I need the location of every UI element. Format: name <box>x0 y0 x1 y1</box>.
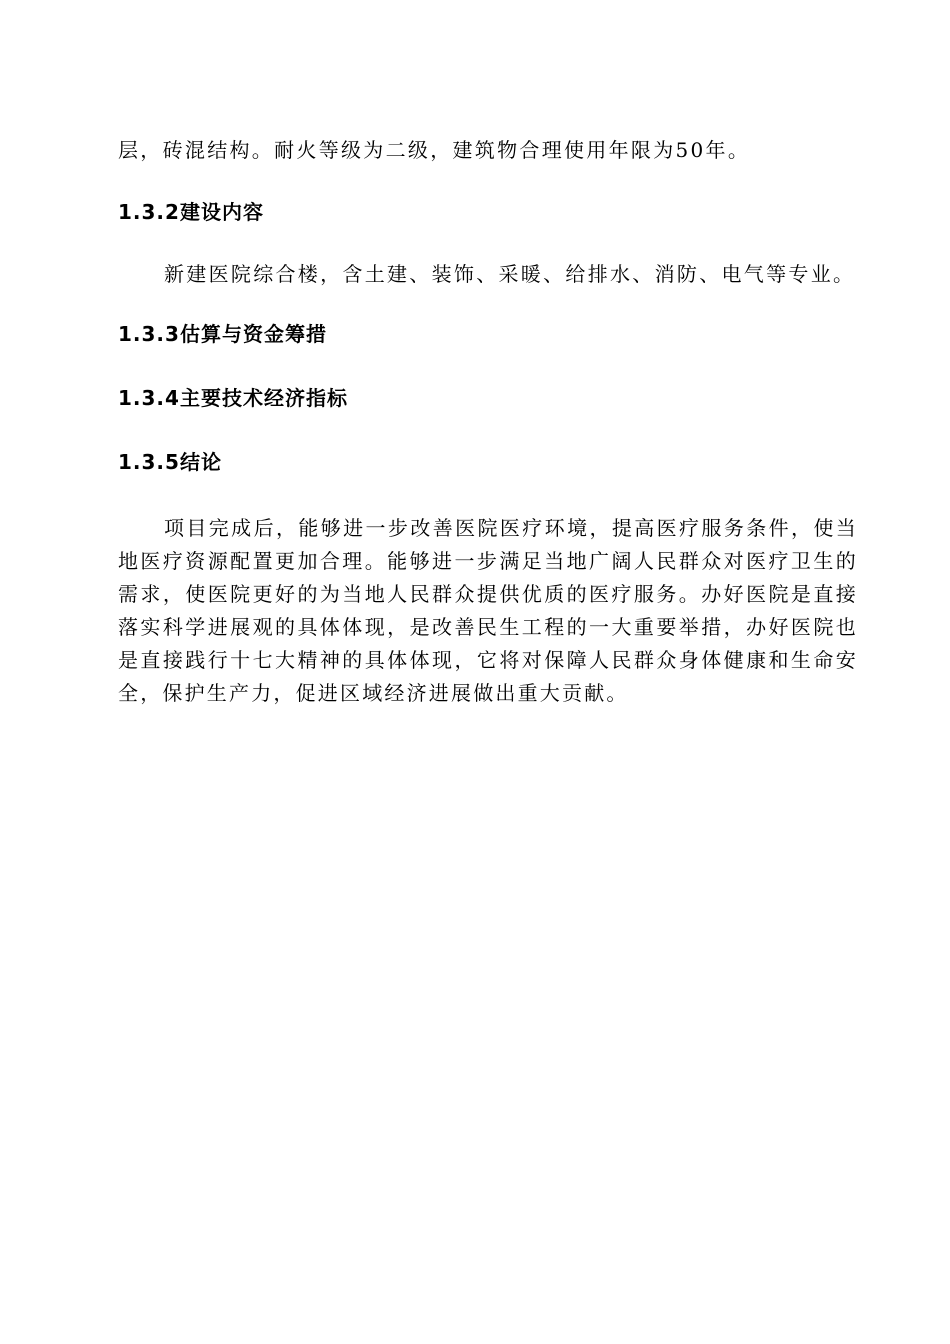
conclusion-paragraph: 项目完成后，能够进一步改善医院医疗环境，提高医疗服务条件，使当地医疗资源配置更加合理。能够进一步满足当地广阔人民群众对医疗卫生的需求，使医院更好的为当地人民群众提供优质的医疗服务。办好医院是直接落实科学进展观的具体体现，是改善民生工程的一大重要举措，办好医院也是直接践行十七大精神的具体体现，它将对保障人民群众身体健康和生命安全，保护生产力，促进区域经济进展做出重大贡献。 <box>118 516 858 705</box>
continued-paragraph: 层，砖混结构。耐火等级为二级，建筑物合理使用年限为50年。 <box>118 138 751 162</box>
construction-content-paragraph: 新建医院综合楼，含土建、装饰、采暖、给排水、消防、电气等专业。 <box>164 262 856 286</box>
section-heading-1-3-3: 1.3.3估算与资金筹措 <box>118 322 327 346</box>
section-heading-1-3-4: 1.3.4主要技术经济指标 <box>118 386 348 410</box>
section-heading-1-3-2: 1.3.2建设内容 <box>118 200 264 224</box>
section-heading-1-3-5: 1.3.5结论 <box>118 450 222 474</box>
